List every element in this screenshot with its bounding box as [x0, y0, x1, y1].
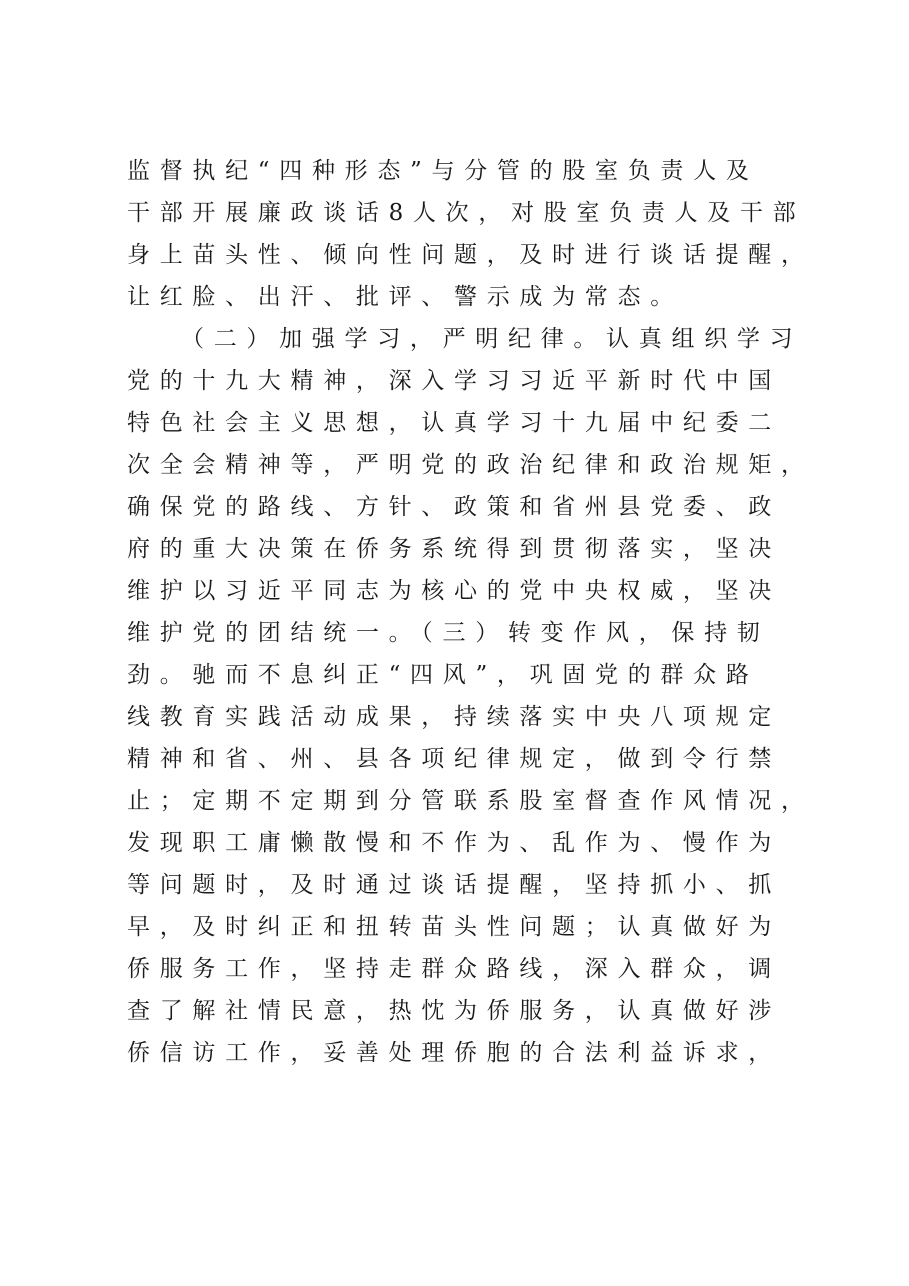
text-line-10: 府的重大决策在侨务系统得到贯彻落实，坚决 [127, 536, 781, 562]
text-line-14: 线教育实践活动成果，持续落实中央八项规定 [127, 704, 781, 730]
text-line-7: 特色社会主义思想，认真学习十九届中纪委二 [127, 410, 781, 436]
text-line-15: 精神和省、州、县各项纪律规定，做到令行禁 [127, 746, 781, 772]
text-line-2: 干部开展廉政谈话8人次，对股室负责人及干部 [127, 200, 806, 226]
text-line-12: 维护党的团结统一。（三）转变作风，保持韧 [127, 620, 770, 646]
text-line-1: 监督执纪“四种形态”与分管的股室负责人及 [127, 158, 759, 184]
text-line-18: 等问题时，及时通过谈话提醒，坚持抓小、抓 [127, 872, 781, 898]
text-line-21: 查了解社情民意，热忱为侨服务，认真做好涉 [127, 998, 781, 1024]
text-line-11: 维护以习近平同志为核心的党中央权威，坚决 [127, 578, 781, 604]
text-line-9: 确保党的路线、方针、政策和省州县党委、政 [127, 494, 781, 520]
text-line-8: 次全会精神等，严明党的政治纪律和政治规矩， [127, 452, 814, 478]
text-line-20: 侨服务工作，坚持走群众路线，深入群众，调 [127, 956, 781, 982]
text-line-16: 止；定期不定期到分管联系股室督查作风情况， [127, 788, 814, 814]
text-line-6: 党的十九大精神，深入学习习近平新时代中国 [127, 368, 781, 394]
text-line-5: （二）加强学习，严明纪律。认真组织学习 [181, 326, 803, 352]
text-line-19: 早，及时纠正和扭转苗头性问题；认真做好为 [127, 914, 781, 940]
text-line-17: 发现职工庸懒散慢和不作为、乱作为、慢作为 [127, 830, 781, 856]
text-line-13: 劲。驰而不息纠正“四风”，巩固党的群众路 [127, 662, 759, 688]
text-line-3: 身上苗头性、倾向性问题，及时进行谈话提醒， [127, 242, 814, 268]
text-line-4: 让红脸、出汗、批评、警示成为常态。 [127, 284, 683, 310]
body-text [127, 150, 814, 1074]
text-line-22: 侨信访工作，妥善处理侨胞的合法利益诉求， [127, 1040, 781, 1066]
